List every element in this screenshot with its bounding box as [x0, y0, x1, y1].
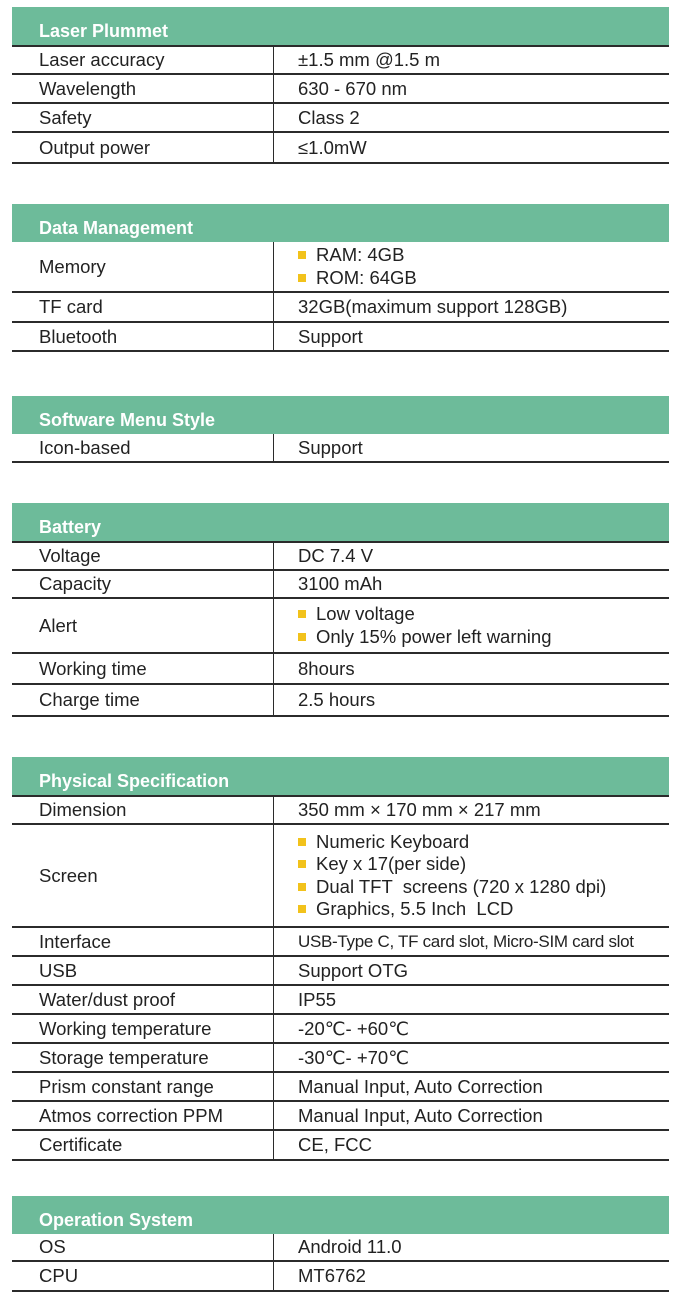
spec-row [12, 654, 669, 685]
section-laser-plummet [12, 7, 669, 164]
spec-label: Water/dust proof [12, 986, 274, 1013]
spec-label: TF card [12, 293, 274, 321]
spec-value: -30℃- +70℃ [298, 1046, 409, 1068]
spec-value: -20℃- +60℃ [298, 1017, 409, 1039]
spec-value: Manual Input, Auto Correction [298, 1075, 543, 1097]
spec-row [12, 1102, 669, 1131]
spec-value: Manual Input, Auto Correction [298, 1104, 543, 1126]
spec-value: IP55 [298, 988, 337, 1010]
bullet-text: Key x 17(per side) [316, 853, 467, 874]
spec-value: CE, FCC [298, 1134, 372, 1155]
section-header [12, 7, 669, 45]
section-operation-system [12, 1196, 669, 1292]
spec-label: Safety [12, 104, 274, 131]
spec-label: Certificate [12, 1131, 274, 1159]
spec-value: Android 11.0 [298, 1236, 402, 1257]
spec-value: Support [298, 436, 363, 458]
spec-label: Laser accuracy [12, 47, 274, 73]
spec-row [12, 1015, 669, 1044]
bullet-item [298, 831, 669, 854]
bullet-text: Dual TFT screens (720 x 1280 dpi) [316, 875, 607, 897]
spec-label: Output power [12, 133, 274, 162]
spec-value: MT6762 [298, 1265, 366, 1286]
spec-label: Working temperature [12, 1015, 274, 1042]
spec-row [12, 957, 669, 986]
spec-label: OS [12, 1234, 274, 1260]
spec-value: 350 mm × 170 mm × 217 mm [298, 799, 541, 820]
spec-row [12, 1073, 669, 1102]
spec-value: 3100 mAh [298, 573, 383, 594]
bullet-text: Graphics, 5.5 Inch LCD [316, 898, 514, 919]
spec-row [12, 1262, 669, 1292]
spec-label: Interface [12, 928, 274, 955]
spec-value: USB-Type C, TF card slot, Micro-SIM card slot [298, 931, 634, 951]
spec-label: Bluetooth [12, 323, 274, 350]
spec-row [12, 685, 669, 717]
spec-row [12, 104, 669, 133]
section-header [12, 396, 669, 434]
spec-row [12, 599, 669, 654]
bullet-square-icon [298, 610, 306, 618]
spec-label: Storage temperature [12, 1044, 274, 1071]
spec-row [12, 825, 669, 928]
section-software-menu-style [12, 396, 669, 463]
spec-label: USB [12, 957, 274, 984]
spec-label: Dimension [12, 797, 274, 823]
spec-label: Icon-based [12, 434, 274, 461]
spec-label: Atmos correction PPM [12, 1102, 274, 1129]
spec-label: Memory [12, 242, 274, 291]
section-battery [12, 503, 669, 717]
spec-row [12, 45, 669, 75]
section-header [12, 1196, 669, 1234]
spec-row [12, 986, 669, 1015]
bullet-item [298, 898, 669, 921]
bullet-square-icon [298, 633, 306, 641]
section-physical-specification [12, 757, 669, 1161]
bullet-square-icon [298, 838, 306, 846]
spec-label: Voltage [12, 543, 274, 569]
bullet-text: Numeric Keyboard [316, 830, 470, 852]
spec-label: Prism constant range [12, 1073, 274, 1100]
section-title: Operation System [39, 1210, 194, 1230]
bullet-text: ROM: 64GB [316, 266, 417, 288]
spec-value-list [274, 825, 669, 926]
spec-label: Working time [12, 654, 274, 683]
spec-row [12, 133, 669, 164]
spec-row [12, 1131, 669, 1161]
bullet-text: Only 15% power left warning [316, 625, 552, 647]
spec-value: 630 - 670 nm [298, 77, 408, 99]
spec-value-list [274, 599, 669, 652]
spec-value: Class 2 [298, 106, 360, 128]
section-title: Data Management [39, 218, 194, 238]
spec-value: ±1.5 mm @1.5 m [298, 49, 441, 70]
bullet-item [298, 853, 669, 876]
spec-label: Capacity [12, 571, 274, 597]
bullet-square-icon [298, 883, 306, 891]
bullet-square-icon [298, 905, 306, 913]
section-header [12, 503, 669, 541]
spec-row [12, 242, 669, 293]
spec-label: CPU [12, 1262, 274, 1290]
bullet-item [298, 876, 669, 899]
section-header [12, 757, 669, 795]
spec-row [12, 1044, 669, 1073]
spec-row [12, 541, 669, 571]
spec-value: Support OTG [298, 959, 409, 981]
bullet-square-icon [298, 274, 306, 282]
bullet-item [298, 267, 669, 290]
spec-value: 8hours [298, 657, 355, 679]
section-title: Software Menu Style [39, 410, 216, 430]
spec-row [12, 434, 669, 463]
spec-row [12, 1234, 669, 1262]
bullet-item [298, 603, 669, 626]
spec-row [12, 75, 669, 104]
spec-value: 2.5 hours [298, 689, 376, 710]
section-title: Laser Plummet [39, 21, 169, 41]
spec-value-list [274, 242, 669, 291]
bullet-text: RAM: 4GB [316, 244, 405, 265]
bullet-item [298, 626, 669, 649]
spec-row [12, 795, 669, 825]
spec-value: ≤1.0mW [298, 136, 367, 158]
spec-label: Alert [12, 599, 274, 652]
spec-label: Screen [12, 825, 274, 926]
bullet-square-icon [298, 860, 306, 868]
spec-row [12, 571, 669, 599]
spec-value: Support [298, 325, 363, 347]
section-title: Battery [39, 517, 102, 537]
spec-label: Charge time [12, 685, 274, 715]
section-title: Physical Specification [39, 771, 230, 791]
spec-value: 32GB(maximum support 128GB) [298, 296, 568, 317]
spec-label: Wavelength [12, 75, 274, 102]
section-data-management [12, 204, 669, 352]
spec-row [12, 293, 669, 323]
section-header [12, 204, 669, 242]
bullet-item [298, 244, 669, 267]
bullet-square-icon [298, 251, 306, 259]
spec-value: DC 7.4 V [298, 545, 374, 566]
spec-row [12, 323, 669, 352]
bullet-text: Low voltage [316, 603, 415, 624]
spec-row [12, 928, 669, 957]
